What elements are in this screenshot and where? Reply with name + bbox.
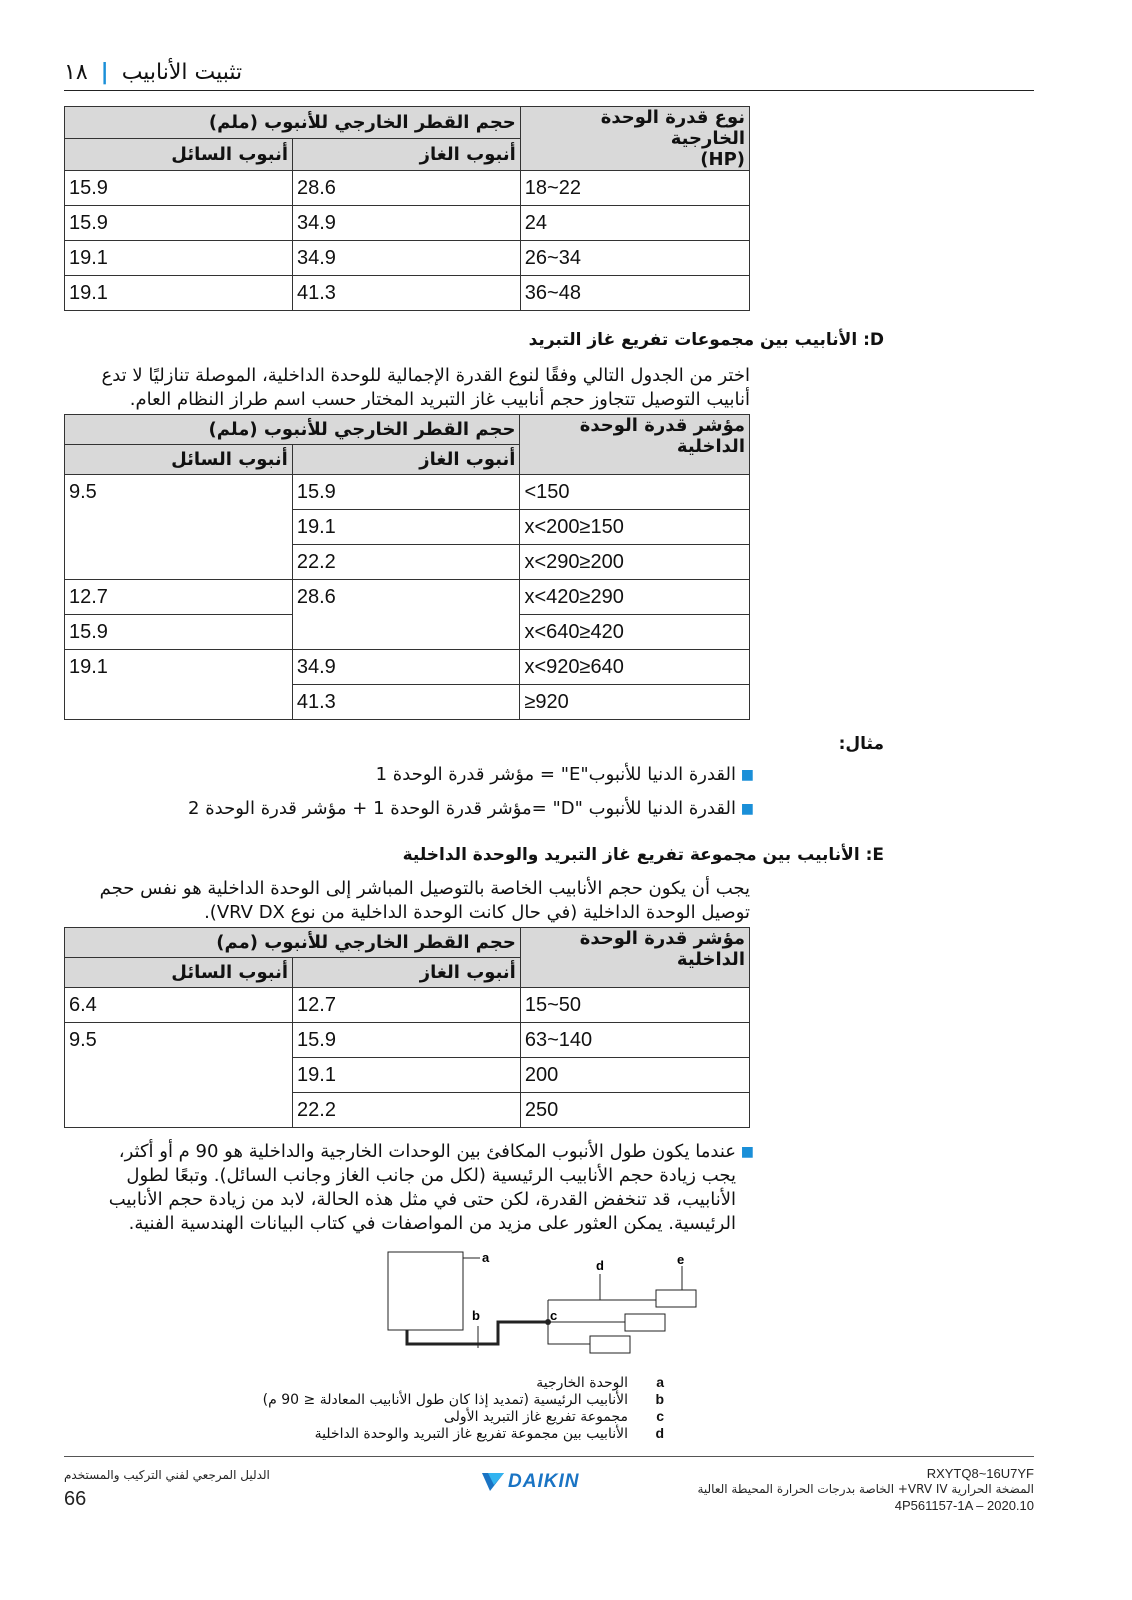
example-item-2: ■ القدرة الدنيا للأنبوب "D" =مؤشر قدرة الوحدة 1 + مؤشر قدرة الوحدة 2 bbox=[188, 798, 754, 819]
col-header-capacity: مؤشر قدرة الوحدة الداخلية bbox=[520, 928, 749, 988]
table-row bbox=[65, 276, 750, 311]
page-number: 66 bbox=[64, 1488, 87, 1510]
product-line: المضخة الحرارية VRV IV+ الخاصة بدرجات الحرارة المحيطة العالية bbox=[697, 1482, 1034, 1496]
header-title-group bbox=[64, 60, 242, 85]
cell-gas: 28.6 bbox=[293, 171, 521, 206]
cell-liquid: 19.1 bbox=[65, 650, 293, 720]
chapter-number: ١٨ bbox=[64, 60, 88, 85]
model-name: RXYTQ8~16U7YF bbox=[926, 1466, 1034, 1481]
cell-capacity: x<640≥420 bbox=[520, 615, 750, 650]
indoor-capacity-table-d bbox=[64, 414, 750, 720]
cell-capacity: x<920≥640 bbox=[520, 650, 750, 685]
cell-liquid: 19.1 bbox=[65, 276, 293, 311]
outdoor-capacity-table bbox=[64, 106, 750, 311]
page-header bbox=[64, 58, 1034, 91]
doc-code: 4P561157-1A – 2020.10 bbox=[894, 1498, 1034, 1513]
note-bullet: ■ عندما يكون طول الأنبوب المكافئ بين الوحدات الخارجية والداخلية هو 90 م أو أكثر، يجب زيادة حجم الأنابيب الرئيسية (لكل من جانب الغاز وجانب السائل). وتبعًا لطول الأنابيب، قد تنخفض القدرة، لكن حتى في مثل هذه الحالة، لابد من زيادة حجم الأنابيب الرئيسية. يمكن العثور على مزيد من المواصفات في كتاب البيانات الهندسية الفنية. bbox=[108, 1141, 754, 1234]
manual-title: الدليل المرجعي لفني التركيب والمستخدم bbox=[64, 1468, 270, 1482]
piping-diagram bbox=[380, 1244, 710, 1369]
col-header-diameter: حجم القطر الخارجي للأنبوب (ملم) bbox=[65, 415, 520, 445]
cell-liquid: 15.9 bbox=[65, 206, 293, 241]
cell-gas: 34.9 bbox=[293, 206, 521, 241]
outdoor-unit-box bbox=[388, 1252, 463, 1330]
label-e: e bbox=[677, 1252, 685, 1267]
bullet-icon: ■ bbox=[740, 1144, 754, 1160]
cell-gas: 22.2 bbox=[293, 1093, 521, 1128]
col-header-diameter: حجم القطر الخارجي للأنبوب (ملم) bbox=[65, 107, 521, 139]
table-row bbox=[65, 650, 750, 685]
cell-capacity: 24 bbox=[520, 206, 749, 241]
cell-capacity: 200 bbox=[520, 1058, 749, 1093]
section-e-heading: E: الأنابيب بين مجموعة تفريع غاز التبريد والوحدة الداخلية bbox=[402, 845, 884, 865]
cell-gas: 19.1 bbox=[292, 510, 520, 545]
cell-gas: 19.1 bbox=[293, 1058, 521, 1093]
header-separator: | bbox=[100, 60, 109, 85]
col-header-diameter: حجم القطر الخارجي للأنبوب (مم) bbox=[65, 928, 521, 958]
cell-liquid: 12.7 bbox=[65, 580, 293, 615]
cell-liquid: 15.9 bbox=[65, 171, 293, 206]
table-row bbox=[65, 1023, 750, 1058]
cell-capacity: x<200≥150 bbox=[520, 510, 750, 545]
cell-liquid: 19.1 bbox=[65, 241, 293, 276]
section-e-paragraph: يجب أن يكون حجم الأنابيب الخاصة بالتوصيل المباشر إلى الوحدة الداخلية هو نفس حجم توصيل الوحدة الداخلية (في حال كانت الوحدة الداخلية من نوع VRV DX). bbox=[99, 878, 750, 923]
cell-liquid: 9.5 bbox=[65, 1023, 293, 1128]
legend-item-a: aالوحدة الخارجية bbox=[536, 1374, 664, 1391]
cell-gas: 15.9 bbox=[292, 475, 520, 510]
section-d-heading: D: الأنابيب بين مجموعات تفريع غاز التبريد bbox=[528, 330, 884, 350]
section-d-paragraph: اختر من الجدول التالي وفقًا لنوع القدرة الإجمالية للوحدة الداخلية، الموصلة تنازليًا لا تدع أنابيب التوصيل تتجاوز حجم أنابيب غاز التبريد المختار حسب اسم طراز النظام العام. bbox=[101, 365, 750, 410]
bullet-icon: ■ bbox=[740, 801, 754, 817]
brand-name: DAIKIN bbox=[508, 1471, 580, 1492]
page-title: تثبيت الأنابيب bbox=[121, 60, 243, 85]
label-a: a bbox=[482, 1250, 490, 1265]
cell-gas: 34.9 bbox=[292, 650, 520, 685]
cell-capacity: 250 bbox=[520, 1093, 749, 1128]
table-row bbox=[65, 241, 750, 276]
cell-capacity: 920≤ bbox=[520, 685, 750, 720]
cell-gas: 34.9 bbox=[293, 241, 521, 276]
cell-liquid: 9.5 bbox=[65, 475, 293, 580]
example-heading: مثال: bbox=[838, 734, 884, 754]
legend-item-b: bالأنابيب الرئيسية (تمديد إذا كان طول الأنابيب المعادلة ≤ 90 م) bbox=[262, 1391, 664, 1408]
cell-liquid: 15.9 bbox=[65, 615, 293, 650]
table-row bbox=[65, 988, 750, 1023]
col-header-liquid: أنبوب السائل bbox=[65, 958, 293, 988]
table-row bbox=[65, 580, 750, 615]
col-header-gas: أنبوب الغاز bbox=[292, 445, 520, 475]
col-header-gas: أنبوب الغاز bbox=[293, 139, 521, 171]
cell-gas: 15.9 bbox=[293, 1023, 521, 1058]
label-c: c bbox=[550, 1308, 558, 1323]
example-item-1: ■ القدرة الدنيا للأنبوب"E" = مؤشر قدرة الوحدة 1 bbox=[375, 764, 754, 785]
daikin-logo-icon bbox=[480, 1471, 506, 1493]
footer-divider bbox=[64, 1456, 1034, 1457]
col-header-capacity: مؤشر قدرة الوحدة الداخلية bbox=[520, 415, 750, 475]
indoor-unit-box bbox=[625, 1314, 665, 1331]
col-header-liquid: أنبوب السائل bbox=[65, 445, 293, 475]
cell-gas: 22.2 bbox=[292, 545, 520, 580]
cell-capacity: 150> bbox=[520, 475, 750, 510]
indoor-unit-box bbox=[590, 1336, 630, 1353]
table-row bbox=[65, 171, 750, 206]
cell-capacity: 140~63 bbox=[520, 1023, 749, 1058]
cell-capacity: 48~36 bbox=[520, 276, 749, 311]
cell-liquid: 6.4 bbox=[65, 988, 293, 1023]
col-header-gas: أنبوب الغاز bbox=[293, 958, 521, 988]
table-row bbox=[65, 475, 750, 510]
col-header-liquid: أنبوب السائل bbox=[65, 139, 293, 171]
col-header-capacity: نوع قدرة الوحدة الخارجية (HP) bbox=[520, 107, 749, 171]
cell-gas: 41.3 bbox=[293, 276, 521, 311]
cell-capacity: 22~18 bbox=[520, 171, 749, 206]
cell-gas: 12.7 bbox=[293, 988, 521, 1023]
label-d: d bbox=[596, 1258, 604, 1273]
cell-capacity: x<290≥200 bbox=[520, 545, 750, 580]
cell-gas: 28.6 bbox=[292, 580, 520, 650]
label-b: b bbox=[472, 1308, 480, 1323]
brand-logo bbox=[480, 1470, 579, 1494]
indoor-unit-box bbox=[656, 1290, 696, 1307]
legend-item-c: cمجموعة تفريع غاز التبريد الأولى bbox=[443, 1408, 664, 1425]
cell-capacity: 50~15 bbox=[520, 988, 749, 1023]
indoor-capacity-table-e bbox=[64, 927, 750, 1128]
table-row bbox=[65, 206, 750, 241]
cell-capacity: 34~26 bbox=[520, 241, 749, 276]
bullet-icon: ■ bbox=[740, 767, 754, 783]
legend-item-d: dالأنابيب بين مجموعة تفريع غاز التبريد والوحدة الداخلية bbox=[314, 1425, 664, 1442]
cell-gas: 41.3 bbox=[292, 685, 520, 720]
cell-capacity: x<420≥290 bbox=[520, 580, 750, 615]
